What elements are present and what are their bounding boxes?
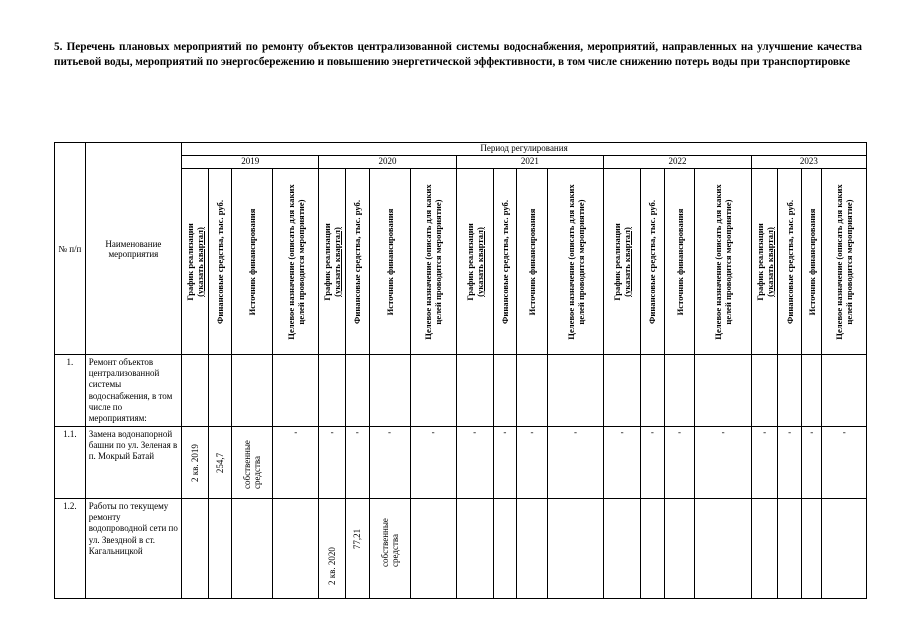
subheader-finance-2019: Финансовые средства, тыс. руб. <box>208 169 232 355</box>
year-header-2023: 2023 <box>751 156 866 169</box>
dash-cell: - <box>695 427 751 499</box>
subheader-purpose-2020: Целевое назначение (описать для каких целей проводится мероприятие) <box>410 169 456 355</box>
finance-cell: 77,21 <box>346 499 370 599</box>
finance-cell: 254,7 <box>208 427 232 499</box>
subheader-finance-2022: Финансовые средства, тыс. руб. <box>641 169 665 355</box>
subheader-source-2020: Источник финансирования <box>369 169 410 355</box>
table-row <box>55 499 867 599</box>
subheader-schedule-2020: График реализации (указать квартал) <box>319 169 346 355</box>
subheader-source-2021: Источник финансирования <box>517 169 548 355</box>
subheader-source-2019: Источник финансирования <box>232 169 273 355</box>
year-header-2020: 2020 <box>319 156 456 169</box>
row-number: 1. <box>55 355 86 427</box>
dash-cell: - <box>319 427 346 499</box>
schedule-cell: 2 кв. 2019 <box>182 427 209 499</box>
subheader-schedule-2023: График реализации (указать квартал) <box>751 169 778 355</box>
row-number: 1.1. <box>55 427 86 499</box>
year-header-2022: 2022 <box>604 156 752 169</box>
subheader-schedule-2019: График реализации (указать квартал) <box>182 169 209 355</box>
dash-cell: - <box>604 427 641 499</box>
dash-cell: - <box>547 427 603 499</box>
dash-cell: - <box>801 427 821 499</box>
dash-cell: - <box>641 427 665 499</box>
source-cell: собственные средства <box>369 499 410 599</box>
row-name: Замена водонапорной башни по ул. Зеленая в п. Мокрый Батай <box>85 427 181 499</box>
col-header-number: № п/п <box>55 143 86 355</box>
dash-cell: - <box>456 427 493 499</box>
row-name: Ремонт объектов централизованной системы водоснабжения, в том числе по мероприятиям: <box>85 355 181 427</box>
row-name: Работы по текущему ремонту водопроводной сети по ул. Звездной в ст. Кагальницкой <box>85 499 181 599</box>
subheader-purpose-2022: Целевое назначение (описать для каких целей проводится мероприятие) <box>695 169 751 355</box>
activities-table <box>54 142 867 599</box>
subheader-finance-2021: Финансовые средства, тыс. руб. <box>493 169 517 355</box>
dash-cell: - <box>410 427 456 499</box>
subheader-finance-2023: Финансовые средства, тыс. руб. <box>778 169 802 355</box>
subheader-finance-2020: Финансовые средства, тыс. руб. <box>346 169 370 355</box>
subheader-purpose-2021: Целевое назначение (описать для каких целей проводится мероприятие) <box>547 169 603 355</box>
dash-cell: - <box>822 427 867 499</box>
subheader-source-2023: Источник финансирования <box>801 169 821 355</box>
dash-cell: - <box>751 427 778 499</box>
year-header-2019: 2019 <box>182 156 319 169</box>
schedule-cell: 2 кв. 2020 <box>319 499 346 599</box>
subheader-purpose-2019: Целевое назначение (описать для каких целей проводится мероприятие) <box>273 169 319 355</box>
dash-cell: - <box>517 427 548 499</box>
col-header-name: Наименование мероприятия <box>85 143 181 355</box>
document-title: 5. Перечень плановых мероприятий по ремонту объектов централизованной системы водоснабжения, мероприятий, направленных на улучшение качества питьевой воды, мероприятий по энергосбережению и повышению энергетической эффективности, в том числе снижению потерь воды при транспортировке <box>54 41 862 68</box>
dash-cell: - <box>369 427 410 499</box>
subheader-schedule-2022: График реализации (указать квартал) <box>604 169 641 355</box>
dash-cell: - <box>493 427 517 499</box>
subheader-schedule-2021: График реализации (указать квартал) <box>456 169 493 355</box>
dash-cell: - <box>346 427 370 499</box>
source-cell: собственные средства <box>232 427 273 499</box>
dash-cell: - <box>664 427 695 499</box>
period-header: Период регулирования <box>182 143 867 156</box>
table-row <box>55 427 867 499</box>
table-row <box>55 355 867 427</box>
row-number: 1.2. <box>55 499 86 599</box>
purpose-cell: - <box>273 427 319 499</box>
year-header-2021: 2021 <box>456 156 604 169</box>
subheader-purpose-2023: Целевое назначение (описать для каких целей проводится мероприятие) <box>822 169 867 355</box>
subheader-source-2022: Источник финансирования <box>664 169 695 355</box>
dash-cell: - <box>778 427 802 499</box>
